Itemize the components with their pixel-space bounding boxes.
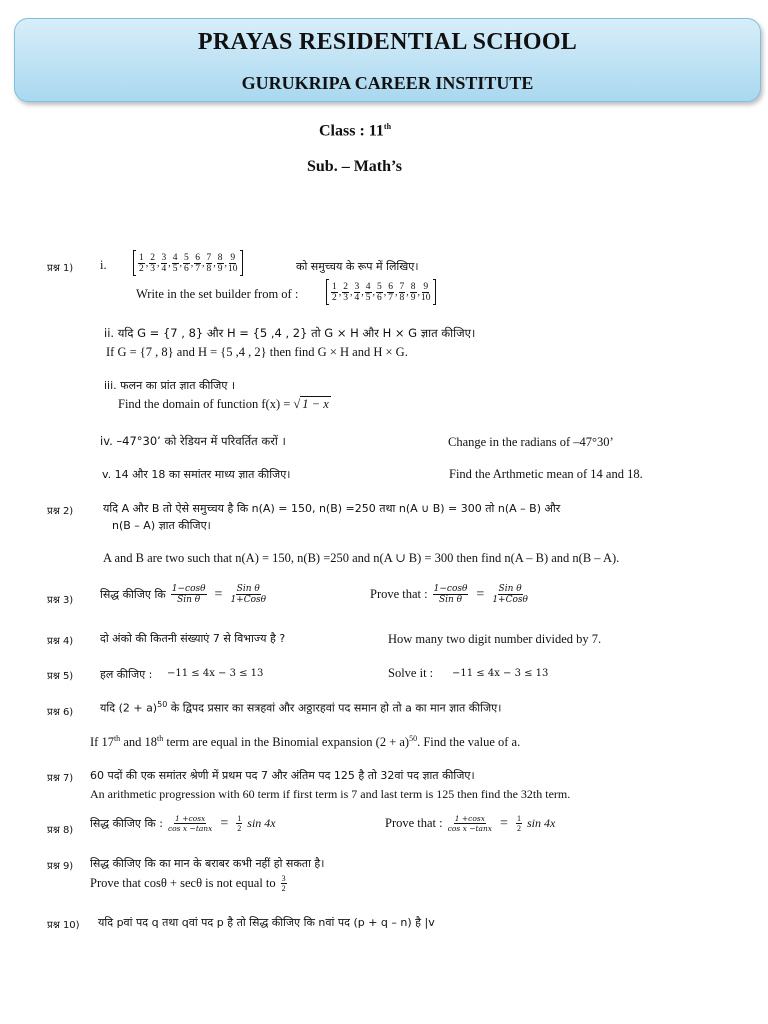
q10-hindi: यदि pवां पद q तथा qवां पद p है तो सिद्ध कीजिए कि nवां पद (p + q – n) है |v bbox=[98, 916, 435, 929]
q8-hindi-statement: सिद्ध कीजिए कि : $\frac{1 +\cos x}{\text{cos x −tanx}}$ = $\frac{1}{2}$ sin 4x bbox=[90, 814, 276, 833]
q1-v-english: Find the Arthmetic mean of 14 and 18. bbox=[449, 467, 643, 481]
q8-half-en: $\frac{1}{2}$ bbox=[516, 814, 521, 833]
q8-fraction-en: $\frac{1 +\cos x}{\text{cos x −tanx}}$ bbox=[447, 814, 493, 833]
fraction-list-1: $\frac{1}{2}$ , $\frac{2}{3}$ , $\frac{3}{4}$ , $\frac{4}{5}$ , $\frac{5}{6}$ , $\frac{6}{7}$ , $\frac{7}{8}$ , $\frac{8}{9}$ , $\frac{9}{10}$ bbox=[139, 252, 238, 274]
q5-expression-en: −11 ≤ 4x − 3 ≤ 13 bbox=[452, 668, 549, 679]
question-5-label: प्रश्न 5) bbox=[47, 671, 74, 682]
q9-hindi: सिद्ध कीजिए कि का मान के बराबर कभी नहीं हो सकता है। bbox=[90, 857, 325, 870]
q5-english: Solve it : bbox=[388, 666, 434, 680]
q3-fraction-right-en: $\frac{\text{Sin θ}}{\text{1+Cosθ}}$ bbox=[492, 584, 528, 605]
q4-hindi: दो अंको की कितनी संख्याएं 7 से विभाज्य है ? bbox=[100, 632, 286, 645]
question-7-label: प्रश्न 7) bbox=[47, 773, 74, 784]
fraction-3-4: $\frac{3}{4}$ bbox=[354, 281, 360, 303]
q3-fraction-left: $\frac{1-\cos\theta}{\text{Sin θ}}$ bbox=[171, 584, 206, 605]
q1-ii-english: If G = {7 , 8} and H = {5 ,4 , 2} then find G × H and H × G. bbox=[106, 345, 408, 359]
q7-hindi: 60 पदों की एक समांतर श्रेणी में प्रथम पद 7 और अंतिम पद 125 है तो 32वां पद ज्ञात कीजिए। bbox=[90, 769, 475, 782]
q1-iv-english: Change in the radians of –47°30’ bbox=[448, 435, 614, 449]
fraction-7-8: $\frac{7}{8}$ bbox=[206, 252, 212, 274]
class-text: Class : 11 bbox=[319, 122, 384, 140]
q1-i-number: i. bbox=[100, 258, 107, 272]
fraction-9-10: $\frac{9}{10}$ bbox=[228, 252, 238, 274]
fraction-6-7: $\frac{6}{7}$ bbox=[388, 281, 393, 303]
fraction-2-3: $\frac{2}{3}$ bbox=[343, 281, 348, 303]
q1-iii-text: Find the domain of function f(x) = bbox=[118, 397, 291, 411]
fraction-9-10: $\frac{9}{10}$ bbox=[421, 281, 431, 303]
q6-hindi: यदि $(2 + a)^{50}$ के द्विपद प्रसार का सत्रहवां और अठ्ठारहवां पद समान हो तो a का मान ज्ञात कीजिए। bbox=[100, 700, 502, 715]
q8-sin: sin 4x bbox=[247, 816, 276, 831]
q9-english-statement: Prove that cosθ + secθ is not equal to $\frac{3}{2}$ bbox=[90, 874, 286, 893]
q1-ii-hindi: ii. यदि G = {7 , 8} और H = {5 ,4 , 2} तो G × H और H × G ज्ञात कीजिए। bbox=[104, 326, 476, 340]
fraction-4-5: $\frac{4}{5}$ bbox=[365, 281, 371, 303]
fraction-1-2: $\frac{1}{2}$ bbox=[139, 252, 144, 274]
fraction-8-9: $\frac{8}{9}$ bbox=[217, 252, 223, 274]
q1-i-hindi: को समुच्चय के रूप में लिखिए। bbox=[296, 260, 419, 273]
q1-iii-hindi: iii. फलन का प्रांत ज्ञात कीजिए । bbox=[104, 379, 236, 392]
q4-english: How many two digit number divided by 7. bbox=[388, 632, 602, 646]
fraction-3-4: $\frac{3}{4}$ bbox=[161, 252, 167, 274]
q1-fraction-set-english bbox=[325, 279, 437, 305]
q3-hindi-statement bbox=[100, 584, 267, 605]
class-heading bbox=[319, 122, 391, 140]
q8-half: $\frac{1}{2}$ bbox=[237, 814, 242, 833]
q3-english-statement: Prove that : $\frac{1-\cos\theta}{\text{Sin θ}}$ = $\frac{\text{Sin θ}}{\text{1+Cosθ}}$ bbox=[370, 584, 528, 605]
class-suffix: th bbox=[383, 122, 392, 131]
question-2-label: प्रश्न 2) bbox=[47, 506, 74, 517]
q3-equals: = bbox=[214, 586, 223, 602]
q1-i-english: Write in the set builder from of : bbox=[136, 287, 299, 301]
q2-hindi-line2: n(B – A) ज्ञात कीजिए। bbox=[112, 519, 211, 532]
q6-english: If 17th and 18th term are equal in the Binomial expansion $(2 + a)^{50}$. Find the value of a. bbox=[90, 734, 521, 750]
school-header-banner bbox=[14, 18, 761, 102]
fraction-6-7: $\frac{6}{7}$ bbox=[195, 252, 200, 274]
school-name: PRAYAS RESIDENTIAL SCHOOL bbox=[197, 29, 578, 55]
question-10-label: प्रश्न 10) bbox=[47, 920, 80, 931]
subject-heading: Sub. – Math’s bbox=[307, 158, 402, 175]
fraction-7-8: $\frac{7}{8}$ bbox=[399, 281, 405, 303]
q1-v-hindi: v. 14 और 18 का समांतर माध्य ज्ञात कीजिए। bbox=[102, 468, 291, 481]
q3-fraction-right: $\frac{\text{Sin θ}}{\text{1+Cosθ}}$ bbox=[230, 584, 267, 605]
q9-fraction: $\frac{3}{2}$ bbox=[281, 874, 286, 893]
q1-iv-hindi: iv. –47°30’ को रेडियन में परिवर्तित करों । bbox=[100, 434, 286, 448]
q5-hindi: हल कीजिए : bbox=[100, 668, 153, 681]
fraction-1-2: $\frac{1}{2}$ bbox=[332, 281, 337, 303]
institute-name: GURUKRIPA CAREER INSTITUTE bbox=[241, 73, 534, 93]
question-1-label: प्रश्न 1) bbox=[47, 263, 74, 274]
fraction-8-9: $\frac{8}{9}$ bbox=[410, 281, 416, 303]
q3-fraction-left-en: $\frac{1-\cos\theta}{\text{Sin θ}}$ bbox=[433, 584, 468, 605]
question-4-label: प्रश्न 4) bbox=[47, 636, 74, 647]
q1-fraction-set bbox=[132, 250, 244, 276]
q2-hindi-line1: यदि A और B तो ऐसे समुच्चय है कि n(A) = 150, n(B) =250 तथा n(A ∪ B) = 300 तो n(A – B) और bbox=[103, 502, 561, 515]
fraction-5-6: $\frac{5}{6}$ bbox=[184, 252, 189, 274]
fraction-5-6: $\frac{5}{6}$ bbox=[377, 281, 382, 303]
q7-english: An arithmetic progression with 60 term if first term is 7 and last term is 125 then find the 32th term. bbox=[90, 787, 571, 801]
question-9-label: प्रश्न 9) bbox=[47, 861, 74, 872]
q3-english: Prove that : bbox=[370, 587, 428, 602]
q1-iii-english: Find the domain of function f(x) = √ 1 − x bbox=[118, 397, 329, 411]
fraction-list-2: $\frac{1}{2}$ , $\frac{2}{3}$ , $\frac{3}{4}$ , $\frac{4}{5}$ , $\frac{5}{6}$ , $\frac{6}{7}$ , $\frac{7}{8}$ , $\frac{8}{9}$ , $\frac{9}{10}$ bbox=[332, 281, 431, 303]
fraction-4-5: $\frac{4}{5}$ bbox=[172, 252, 178, 274]
q8-english-statement: Prove that : $\frac{1 +\cos x}{\text{cos x −tanx}}$ = $\frac{1}{2}$ sin 4x bbox=[385, 814, 556, 833]
question-3-label: प्रश्न 3) bbox=[47, 595, 74, 606]
question-6-label: प्रश्न 6) bbox=[47, 707, 74, 718]
q2-english: A and B are two such that n(A) = 150, n(B) =250 and n(A ∪ B) = 300 then find n(A – B) and n(B – A). bbox=[103, 551, 620, 565]
question-8-label: प्रश्न 8) bbox=[47, 825, 74, 836]
q5-expression: −11 ≤ 4x − 3 ≤ 13 bbox=[167, 668, 264, 679]
q1-iii-root: 1 − x bbox=[302, 397, 329, 411]
q8-fraction: $\frac{1 +\cos x}{\text{cos x −tanx}}$ bbox=[167, 814, 213, 833]
q3-hindi: सिद्ध कीजिए कि bbox=[100, 588, 166, 602]
fraction-2-3: $\frac{2}{3}$ bbox=[150, 252, 155, 274]
